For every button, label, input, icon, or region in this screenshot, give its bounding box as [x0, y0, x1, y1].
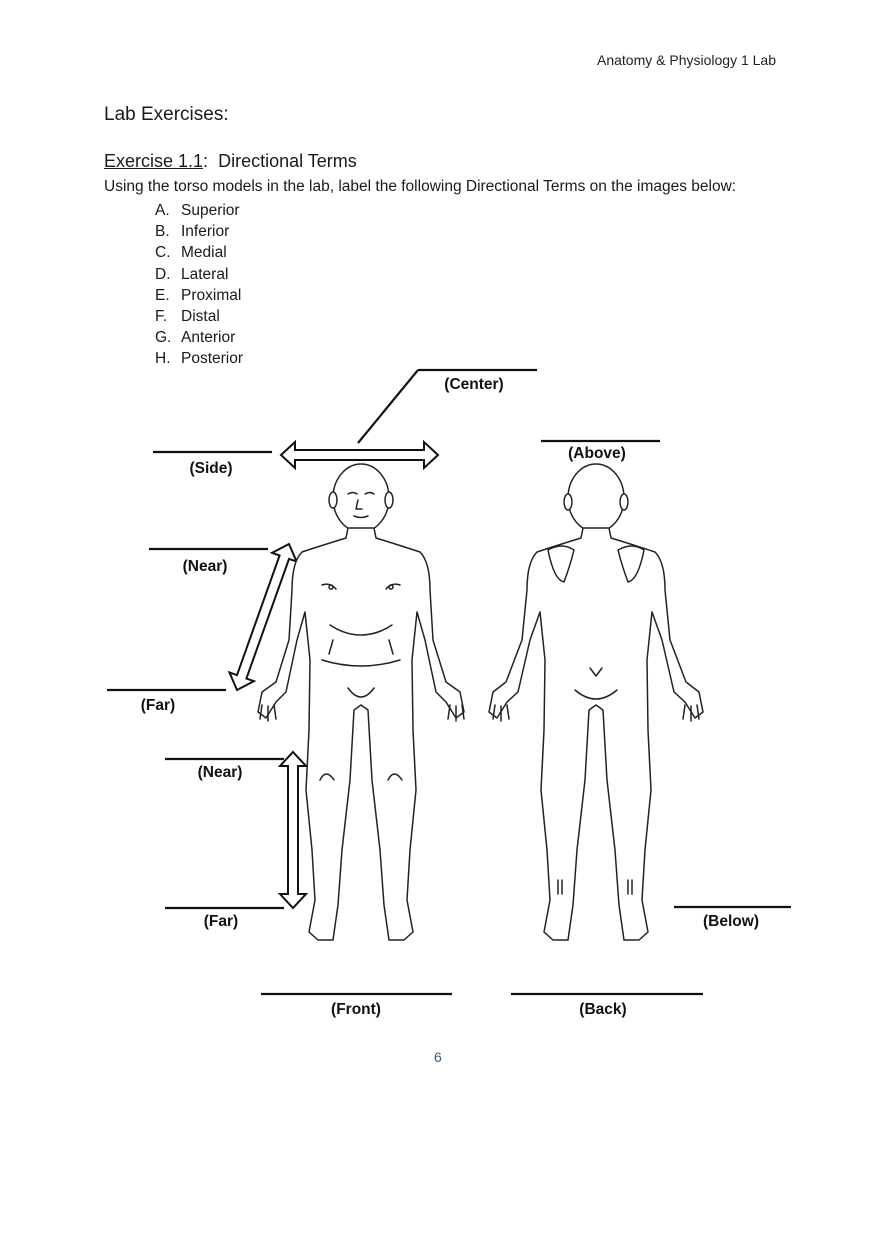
label-above: (Above) — [568, 445, 626, 462]
exercise-separator: : — [203, 151, 209, 171]
term-name: Proximal — [181, 286, 242, 304]
term-letter: G. — [155, 329, 172, 347]
term-name: Medial — [181, 244, 227, 262]
front-right-ear — [385, 492, 393, 508]
label-front: (Front) — [331, 1001, 381, 1018]
exercise-name: Directional Terms — [218, 151, 357, 171]
term-letter: C. — [155, 244, 171, 262]
back-body-figure — [489, 464, 703, 940]
term-letter: F. — [155, 307, 168, 325]
front-head — [333, 464, 389, 532]
front-fingers — [260, 705, 464, 721]
back-left-ear — [564, 494, 572, 510]
term-letter: A. — [155, 202, 170, 219]
back-torso-outline — [489, 528, 703, 940]
term-letter: D. — [155, 265, 171, 283]
label-near-lower: (Near) — [197, 764, 243, 781]
term-letter: E. — [155, 286, 170, 304]
label-back: (Back) — [579, 1001, 627, 1018]
term-letter: H. — [155, 350, 171, 368]
label-near-upper: (Near) — [182, 558, 228, 575]
back-right-ear — [620, 494, 628, 510]
back-fingers — [493, 705, 699, 721]
label-far-upper: (Far) — [140, 697, 176, 714]
term-name: Lateral — [181, 265, 229, 283]
leader-line-center — [358, 370, 418, 443]
front-left-ear — [329, 492, 337, 508]
term-letter: B. — [155, 223, 170, 241]
vertical-double-arrow-icon — [280, 752, 306, 908]
label-side: (Side) — [189, 460, 233, 477]
term-name: Superior — [181, 202, 240, 219]
running-header: Anatomy & Physiology 1 Lab — [597, 52, 776, 68]
label-far-lower: (Far) — [203, 913, 239, 930]
exercise-instructions: Using the torso models in the lab, label the following Directional Terms on the images below: — [104, 178, 737, 195]
term-name: Anterior — [181, 329, 236, 347]
section-heading: Lab Exercises: — [104, 104, 229, 125]
term-name: Posterior — [181, 350, 244, 368]
label-center: (Center) — [444, 376, 504, 393]
label-below: (Below) — [703, 913, 759, 930]
term-name: Distal — [181, 307, 220, 325]
page-number: 6 — [434, 1049, 442, 1065]
back-head — [568, 464, 624, 532]
term-name: Inferior — [181, 223, 230, 241]
exercise-number: Exercise 1.1 — [104, 151, 204, 171]
